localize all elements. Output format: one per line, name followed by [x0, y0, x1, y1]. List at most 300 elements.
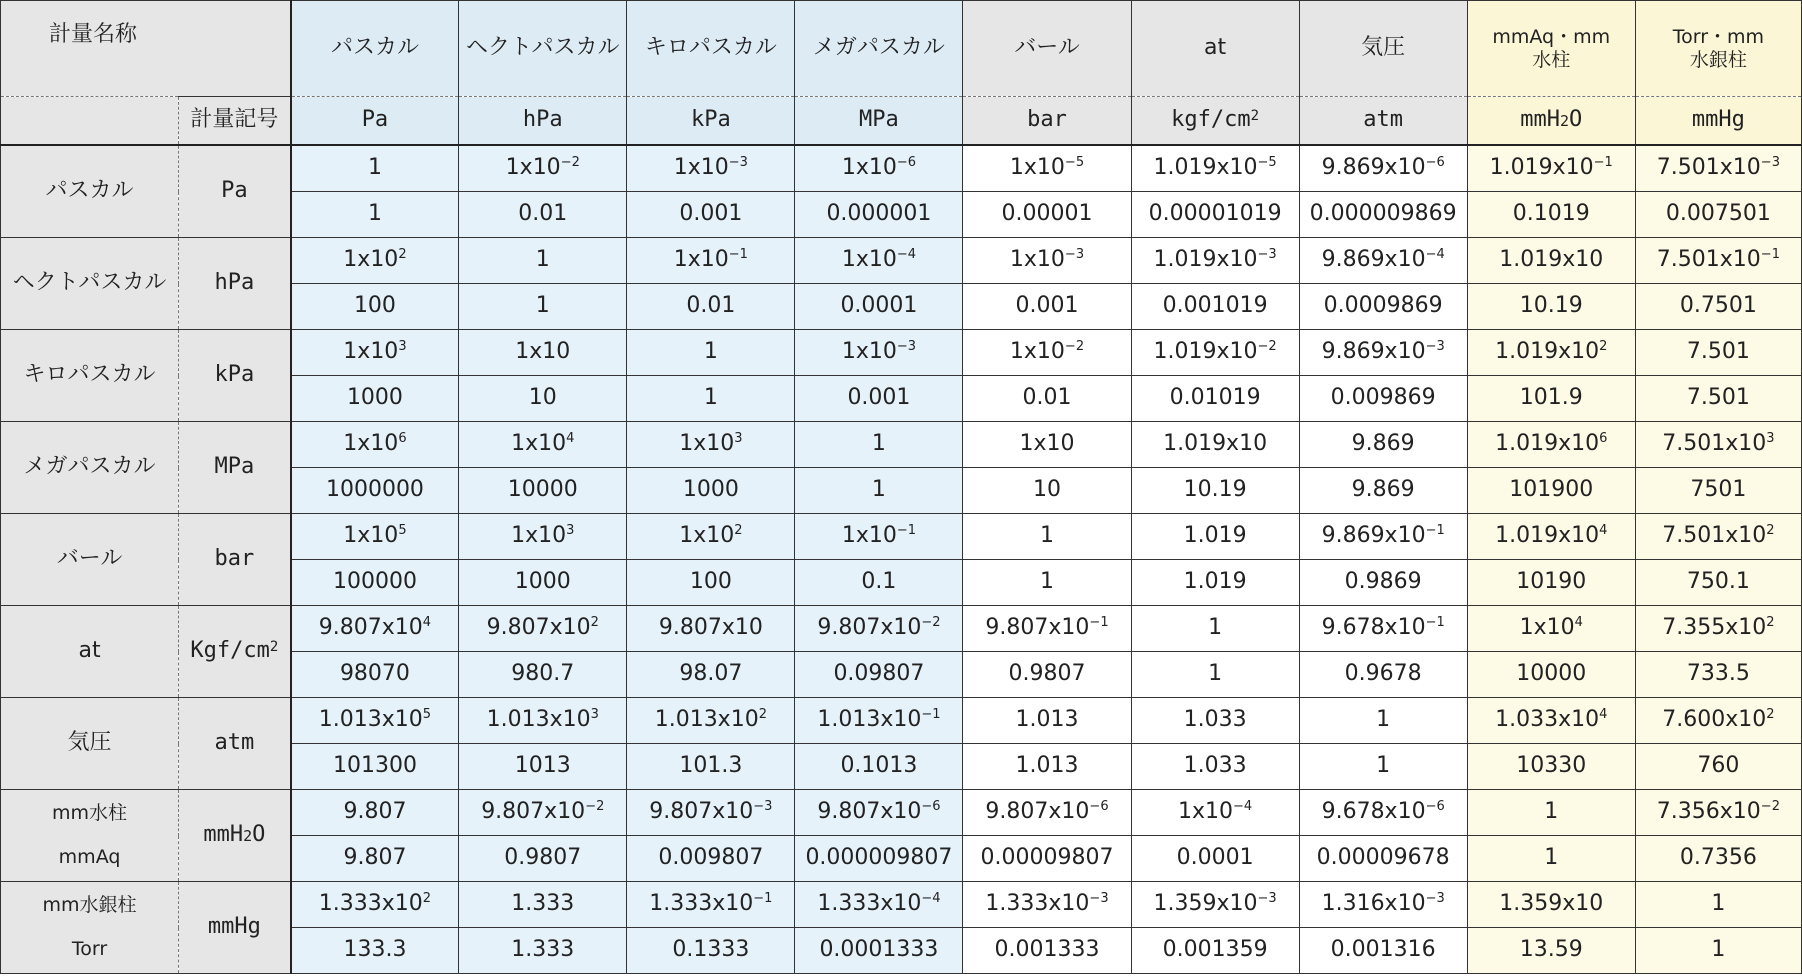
- value-mantissa: 1x10: [343, 523, 399, 549]
- value-exponent: 2: [758, 707, 767, 723]
- value-mantissa: 1.333x10: [817, 891, 922, 917]
- value-scientific: [459, 422, 627, 468]
- value-decimal: 0.9678: [1299, 652, 1467, 698]
- header-blank-cell: [1, 97, 179, 146]
- value-mantissa: 1: [1208, 615, 1223, 641]
- value-scientific: [1467, 514, 1635, 560]
- value-exponent: −2: [921, 615, 941, 631]
- value-mantissa: 1.013x10: [654, 707, 759, 733]
- value-exponent: −3: [1257, 891, 1277, 907]
- value-mantissa: 1.333: [511, 891, 575, 917]
- value-decimal: 0.00001019: [1131, 192, 1299, 238]
- value-exponent: −6: [1425, 155, 1445, 171]
- value-scientific: [627, 145, 795, 192]
- value-mantissa: 1.333x10: [318, 891, 423, 917]
- value-decimal: 1.333: [459, 928, 627, 974]
- value-scientific: [795, 698, 963, 744]
- value-decimal: 0.0001: [1131, 836, 1299, 882]
- header-row-symbols: [1, 97, 1802, 146]
- value-mantissa: 1x10: [343, 431, 399, 457]
- value-mantissa: 9.807x10: [658, 615, 763, 641]
- value-scientific: [1299, 145, 1467, 192]
- value-scientific: [1131, 790, 1299, 836]
- value-decimal: 1: [963, 560, 1131, 606]
- value-decimal: 13.59: [1467, 928, 1635, 974]
- row-unit-name: パスカル: [1, 145, 179, 238]
- value-decimal: 101.3: [627, 744, 795, 790]
- value-decimal: 0.09807: [795, 652, 963, 698]
- value-mantissa: 1x10: [511, 431, 567, 457]
- value-exponent: 3: [1766, 431, 1775, 447]
- value-exponent: −3: [1425, 339, 1445, 355]
- value-mantissa: 7.355x10: [1662, 615, 1767, 641]
- value-scientific: [1635, 514, 1801, 560]
- value-decimal: 10000: [459, 468, 627, 514]
- value-mantissa: 1x10: [511, 523, 567, 549]
- value-decimal: 0.000009807: [795, 836, 963, 882]
- value-exponent: −4: [896, 247, 917, 263]
- value-mantissa: 9.807: [343, 799, 407, 825]
- value-decimal: 0.000009869: [1299, 192, 1467, 238]
- value-scientific: [627, 330, 795, 376]
- value-exponent: 2: [398, 247, 407, 263]
- row-unit-symbol: mmHg: [179, 882, 291, 974]
- value-exponent: −1: [1425, 615, 1445, 631]
- row-unit-name-alt: Torr: [71, 937, 108, 960]
- value-exponent: −5: [1257, 155, 1277, 171]
- value-exponent: 2: [422, 891, 432, 907]
- value-exponent: 3: [566, 523, 575, 539]
- column-header-symbol: Pa: [291, 97, 459, 146]
- row-unit-name: [1, 882, 179, 974]
- value-exponent: 4: [1574, 615, 1583, 631]
- value-decimal: 0.0001: [795, 284, 963, 330]
- value-mantissa: 9.869x10: [1321, 523, 1426, 549]
- column-header-name: 気圧: [1299, 1, 1467, 97]
- value-decimal: 0.001: [627, 192, 795, 238]
- row-unit-name: [1, 790, 179, 882]
- value-scientific: [459, 238, 627, 284]
- value-scientific: [963, 882, 1131, 928]
- value-mantissa: 1.316x10: [1321, 891, 1426, 917]
- column-header-name: [1635, 1, 1801, 97]
- value-exponent: −6: [1089, 799, 1109, 815]
- value-mantissa: 1x10: [343, 339, 399, 365]
- value-exponent: −1: [896, 523, 917, 539]
- value-scientific: [1467, 882, 1635, 928]
- value-scientific: [795, 145, 963, 192]
- value-decimal: 1: [1467, 836, 1635, 882]
- value-mantissa: 1.013x10: [486, 707, 591, 733]
- value-mantissa: 1x10: [841, 523, 897, 549]
- value-decimal: 1: [1299, 744, 1467, 790]
- value-mantissa: 7.501x10: [1656, 155, 1761, 181]
- value-scientific: [1299, 698, 1467, 744]
- value-mantissa: 9.807x10: [817, 799, 922, 825]
- value-mantissa: 9.678x10: [1321, 615, 1426, 641]
- value-decimal: 101900: [1467, 468, 1635, 514]
- value-exponent: −3: [1760, 155, 1780, 171]
- value-scientific: [1635, 790, 1801, 836]
- value-mantissa: 1x10: [841, 339, 897, 365]
- value-decimal: 1: [291, 192, 459, 238]
- value-decimal: 101300: [291, 744, 459, 790]
- value-decimal: 0.0001333: [795, 928, 963, 974]
- table-row: [1, 606, 1802, 652]
- row-unit-symbol: kPa: [179, 330, 291, 422]
- value-decimal: 1000000: [291, 468, 459, 514]
- value-exponent: 6: [398, 431, 407, 447]
- value-exponent: 2: [734, 523, 743, 539]
- value-scientific: [1467, 238, 1635, 284]
- value-scientific: [963, 698, 1131, 744]
- value-mantissa: 1x10: [679, 523, 735, 549]
- value-scientific: [627, 422, 795, 468]
- row-unit-symbol: atm: [179, 698, 291, 790]
- value-mantissa: 1.019x10: [1163, 431, 1268, 457]
- value-exponent: 4: [422, 615, 432, 631]
- value-mantissa: 9.869: [1351, 431, 1415, 457]
- value-decimal: 10330: [1467, 744, 1635, 790]
- value-mantissa: 9.807x10: [486, 615, 591, 641]
- value-scientific: [1299, 238, 1467, 284]
- value-mantissa: 1x10: [343, 247, 399, 273]
- value-decimal: 0.000001: [795, 192, 963, 238]
- value-decimal: 1: [795, 468, 963, 514]
- value-decimal: 980.7: [459, 652, 627, 698]
- value-decimal: 7.501: [1635, 376, 1801, 422]
- value-scientific: [1299, 422, 1467, 468]
- value-scientific: [1635, 422, 1801, 468]
- value-exponent: −3: [1425, 891, 1445, 907]
- value-exponent: 4: [1599, 707, 1608, 723]
- row-unit-name: 気圧: [1, 698, 179, 790]
- value-scientific: [795, 422, 963, 468]
- value-scientific: [1635, 882, 1801, 928]
- value-mantissa: 1x10: [1009, 155, 1065, 181]
- row-unit-name: at: [1, 606, 179, 698]
- value-exponent: −2: [1064, 339, 1085, 355]
- column-header-name-line: 水銀柱: [1689, 48, 1747, 71]
- value-mantissa: 9.807x10: [649, 799, 754, 825]
- value-exponent: 4: [1599, 523, 1608, 539]
- value-scientific: [627, 238, 795, 284]
- row-unit-name-primary: mm水銀柱: [42, 893, 137, 916]
- value-exponent: 2: [1766, 615, 1775, 631]
- value-decimal: 0.00009807: [963, 836, 1131, 882]
- column-header-name-line: mmAq・mm: [1492, 25, 1611, 48]
- value-scientific: [1131, 145, 1299, 192]
- row-unit-name-primary: mm水柱: [52, 801, 128, 824]
- value-mantissa: 7.501x10: [1662, 523, 1767, 549]
- value-exponent: −4: [1233, 799, 1253, 815]
- value-decimal: 750.1: [1635, 560, 1801, 606]
- value-scientific: [1299, 514, 1467, 560]
- value-exponent: −1: [753, 891, 773, 907]
- value-decimal: 0.001316: [1299, 928, 1467, 974]
- column-header-name: キロパスカル: [627, 1, 795, 97]
- value-scientific: [1467, 790, 1635, 836]
- column-header-name: バール: [963, 1, 1131, 97]
- value-scientific: [291, 330, 459, 376]
- value-exponent: −2: [1257, 339, 1277, 355]
- value-mantissa: 9.807x10: [985, 615, 1090, 641]
- value-mantissa: 9.869x10: [1321, 155, 1426, 181]
- value-mantissa: 7.600x10: [1662, 707, 1767, 733]
- value-mantissa: 1x10: [673, 247, 729, 273]
- value-decimal: 10: [459, 376, 627, 422]
- value-mantissa: 1: [1040, 523, 1054, 549]
- column-header-name-line: Torr・mm: [1672, 25, 1765, 48]
- row-unit-name: メガパスカル: [1, 422, 179, 514]
- value-scientific: [1635, 238, 1801, 284]
- value-exponent: −2: [560, 155, 580, 171]
- value-decimal: 9.869: [1299, 468, 1467, 514]
- value-scientific: [459, 330, 627, 376]
- value-scientific: [291, 698, 459, 744]
- column-header-name: [1467, 1, 1635, 97]
- value-exponent: −1: [1760, 247, 1780, 263]
- table-body: [1, 1, 1802, 974]
- value-mantissa: 1.033x10: [1495, 707, 1600, 733]
- value-scientific: [291, 882, 459, 928]
- column-header-symbol: MPa: [795, 97, 963, 146]
- value-scientific: [291, 422, 459, 468]
- row-unit-name: キロパスカル: [1, 330, 179, 422]
- value-exponent: −2: [585, 799, 605, 815]
- table-row: [1, 330, 1802, 376]
- table-row: [1, 422, 1802, 468]
- value-mantissa: 1: [1376, 707, 1391, 733]
- value-scientific: [291, 606, 459, 652]
- value-mantissa: 9.807x10: [318, 615, 423, 641]
- value-exponent: 2: [1599, 339, 1608, 355]
- value-mantissa: 1x10: [1519, 615, 1575, 641]
- value-scientific: [963, 330, 1131, 376]
- row-unit-name-alt: mmAq: [58, 845, 121, 868]
- value-scientific: [1635, 330, 1801, 376]
- value-decimal: 0.0009869: [1299, 284, 1467, 330]
- value-exponent: 4: [566, 431, 575, 447]
- column-header-symbol: hPa: [459, 97, 627, 146]
- value-exponent: −6: [1425, 799, 1445, 815]
- value-decimal: 101.9: [1467, 376, 1635, 422]
- value-exponent: −1: [921, 707, 941, 723]
- value-mantissa: 9.807x10: [481, 799, 586, 825]
- value-exponent: −3: [728, 155, 748, 171]
- value-exponent: −6: [896, 155, 917, 171]
- value-decimal: 0.7501: [1635, 284, 1801, 330]
- value-decimal: 0.00009678: [1299, 836, 1467, 882]
- value-mantissa: 7.501: [1686, 339, 1750, 365]
- value-decimal: 100000: [291, 560, 459, 606]
- value-decimal: 1.033: [1131, 744, 1299, 790]
- value-mantissa: 1.019x10: [1153, 339, 1258, 365]
- value-exponent: −2: [1760, 799, 1780, 815]
- value-scientific: [1635, 606, 1801, 652]
- value-decimal: 0.001359: [1131, 928, 1299, 974]
- value-mantissa: 1.013x10: [318, 707, 423, 733]
- table-row: [1, 145, 1802, 192]
- value-scientific: [1635, 145, 1801, 192]
- value-mantissa: 1.019x10: [1153, 247, 1258, 273]
- row-unit-name: ヘクトパスカル: [1, 238, 179, 330]
- value-mantissa: 1: [535, 247, 550, 273]
- column-header-symbol: atm: [1299, 97, 1467, 146]
- value-scientific: [795, 238, 963, 284]
- row-unit-symbol: bar: [179, 514, 291, 606]
- value-scientific: [1467, 145, 1635, 192]
- value-decimal: 0.01019: [1131, 376, 1299, 422]
- value-exponent: −3: [1257, 247, 1277, 263]
- value-scientific: [1299, 790, 1467, 836]
- value-decimal: 1000: [291, 376, 459, 422]
- value-decimal: 1.013: [963, 744, 1131, 790]
- table-row: [1, 698, 1802, 744]
- value-scientific: [963, 422, 1131, 468]
- value-mantissa: 1x10: [515, 339, 571, 365]
- value-decimal: 0.009869: [1299, 376, 1467, 422]
- column-header-symbol: kgf/$cm^2$: [1131, 97, 1299, 146]
- value-scientific: [459, 514, 627, 560]
- header-row-names: [1, 1, 1802, 97]
- column-header-name-line: 水柱: [1532, 48, 1571, 71]
- value-mantissa: 1x10: [1019, 431, 1075, 457]
- value-scientific: [963, 790, 1131, 836]
- value-mantissa: 1.019x10: [1499, 247, 1604, 273]
- value-scientific: [1131, 238, 1299, 284]
- value-decimal: 10000: [1467, 652, 1635, 698]
- value-scientific: [627, 882, 795, 928]
- value-decimal: 133.3: [291, 928, 459, 974]
- column-header-name: at: [1131, 1, 1299, 97]
- value-scientific: [459, 145, 627, 192]
- table-row: [1, 790, 1802, 836]
- value-mantissa: 1x10: [1009, 339, 1065, 365]
- value-exponent: −1: [1593, 155, 1613, 171]
- value-decimal: 100: [627, 560, 795, 606]
- value-scientific: [291, 145, 459, 192]
- value-exponent: 2: [1766, 523, 1775, 539]
- value-scientific: [795, 330, 963, 376]
- value-scientific: [1299, 606, 1467, 652]
- value-decimal: 1: [1131, 652, 1299, 698]
- row-unit-symbol: hPa: [179, 238, 291, 330]
- value-scientific: [1131, 330, 1299, 376]
- column-header-name: パスカル: [291, 1, 459, 97]
- column-header-name: ヘクトパスカル: [459, 1, 627, 97]
- value-decimal: 100: [291, 284, 459, 330]
- value-scientific: [627, 514, 795, 560]
- value-mantissa: 1.333x10: [985, 891, 1090, 917]
- value-mantissa: 1.013x10: [817, 707, 922, 733]
- value-scientific: [1131, 698, 1299, 744]
- value-decimal: 9.807: [291, 836, 459, 882]
- value-scientific: [795, 514, 963, 560]
- value-decimal: 0.1333: [627, 928, 795, 974]
- column-header-symbol: mmHg: [1635, 97, 1801, 146]
- value-mantissa: 1x10: [841, 247, 897, 273]
- value-exponent: 5: [398, 523, 407, 539]
- table-row: [1, 882, 1802, 928]
- value-exponent: 3: [590, 707, 599, 723]
- value-mantissa: 1.019x10: [1153, 155, 1258, 181]
- value-decimal: 0.9807: [459, 836, 627, 882]
- value-decimal: 10: [963, 468, 1131, 514]
- value-exponent: −4: [1425, 247, 1445, 263]
- value-scientific: [1467, 422, 1635, 468]
- value-exponent: 6: [1599, 431, 1608, 447]
- value-exponent: 3: [734, 431, 743, 447]
- value-exponent: −3: [1064, 247, 1085, 263]
- value-mantissa: 1.019x10: [1495, 431, 1600, 457]
- value-mantissa: 1: [703, 339, 718, 365]
- value-decimal: 0.001: [795, 376, 963, 422]
- value-decimal: 1000: [627, 468, 795, 514]
- value-decimal: 0.00001: [963, 192, 1131, 238]
- value-exponent: 2: [590, 615, 599, 631]
- value-exponent: 5: [422, 707, 432, 723]
- value-scientific: [291, 514, 459, 560]
- value-mantissa: 1.333x10: [649, 891, 754, 917]
- value-mantissa: 1x10: [1177, 799, 1233, 825]
- value-scientific: [1635, 698, 1801, 744]
- value-mantissa: 7.501x10: [1656, 247, 1761, 273]
- value-exponent: −3: [896, 339, 917, 355]
- value-decimal: 0.001333: [963, 928, 1131, 974]
- value-decimal: 0.7356: [1635, 836, 1801, 882]
- value-decimal: 98.07: [627, 652, 795, 698]
- table-row: [1, 514, 1802, 560]
- value-mantissa: 1x10: [505, 155, 561, 181]
- value-scientific: [459, 606, 627, 652]
- value-scientific: [795, 606, 963, 652]
- value-mantissa: 1.359x10: [1499, 891, 1604, 917]
- value-mantissa: 1: [1711, 891, 1726, 917]
- value-decimal: 10190: [1467, 560, 1635, 606]
- value-decimal: 98070: [291, 652, 459, 698]
- value-exponent: −4: [921, 891, 941, 907]
- value-decimal: 0.1013: [795, 744, 963, 790]
- row-unit-symbol: Kgf/$cm^2$: [179, 606, 291, 698]
- value-scientific: [963, 514, 1131, 560]
- value-decimal: 1: [459, 284, 627, 330]
- value-decimal: 10.19: [1131, 468, 1299, 514]
- header-name-label: 計量名称: [1, 1, 291, 97]
- value-scientific: [1467, 330, 1635, 376]
- value-mantissa: 1: [367, 155, 382, 181]
- value-mantissa: 9.869x10: [1321, 247, 1426, 273]
- value-mantissa: 1x10: [1009, 247, 1065, 273]
- value-decimal: 0.9869: [1299, 560, 1467, 606]
- value-decimal: 0.007501: [1635, 192, 1801, 238]
- value-scientific: [1299, 330, 1467, 376]
- value-decimal: 0.01: [627, 284, 795, 330]
- value-scientific: [291, 790, 459, 836]
- row-unit-name: バール: [1, 514, 179, 606]
- value-scientific: [291, 238, 459, 284]
- value-exponent: 3: [398, 339, 407, 355]
- value-scientific: [963, 606, 1131, 652]
- value-mantissa: 1.013: [1015, 707, 1079, 733]
- value-mantissa: 7.501x10: [1662, 431, 1767, 457]
- value-decimal: 1000: [459, 560, 627, 606]
- row-unit-symbol: MPa: [179, 422, 291, 514]
- column-header-symbol: mmH2O: [1467, 97, 1635, 146]
- value-scientific: [1131, 882, 1299, 928]
- value-scientific: [1299, 882, 1467, 928]
- value-decimal: 0.009807: [627, 836, 795, 882]
